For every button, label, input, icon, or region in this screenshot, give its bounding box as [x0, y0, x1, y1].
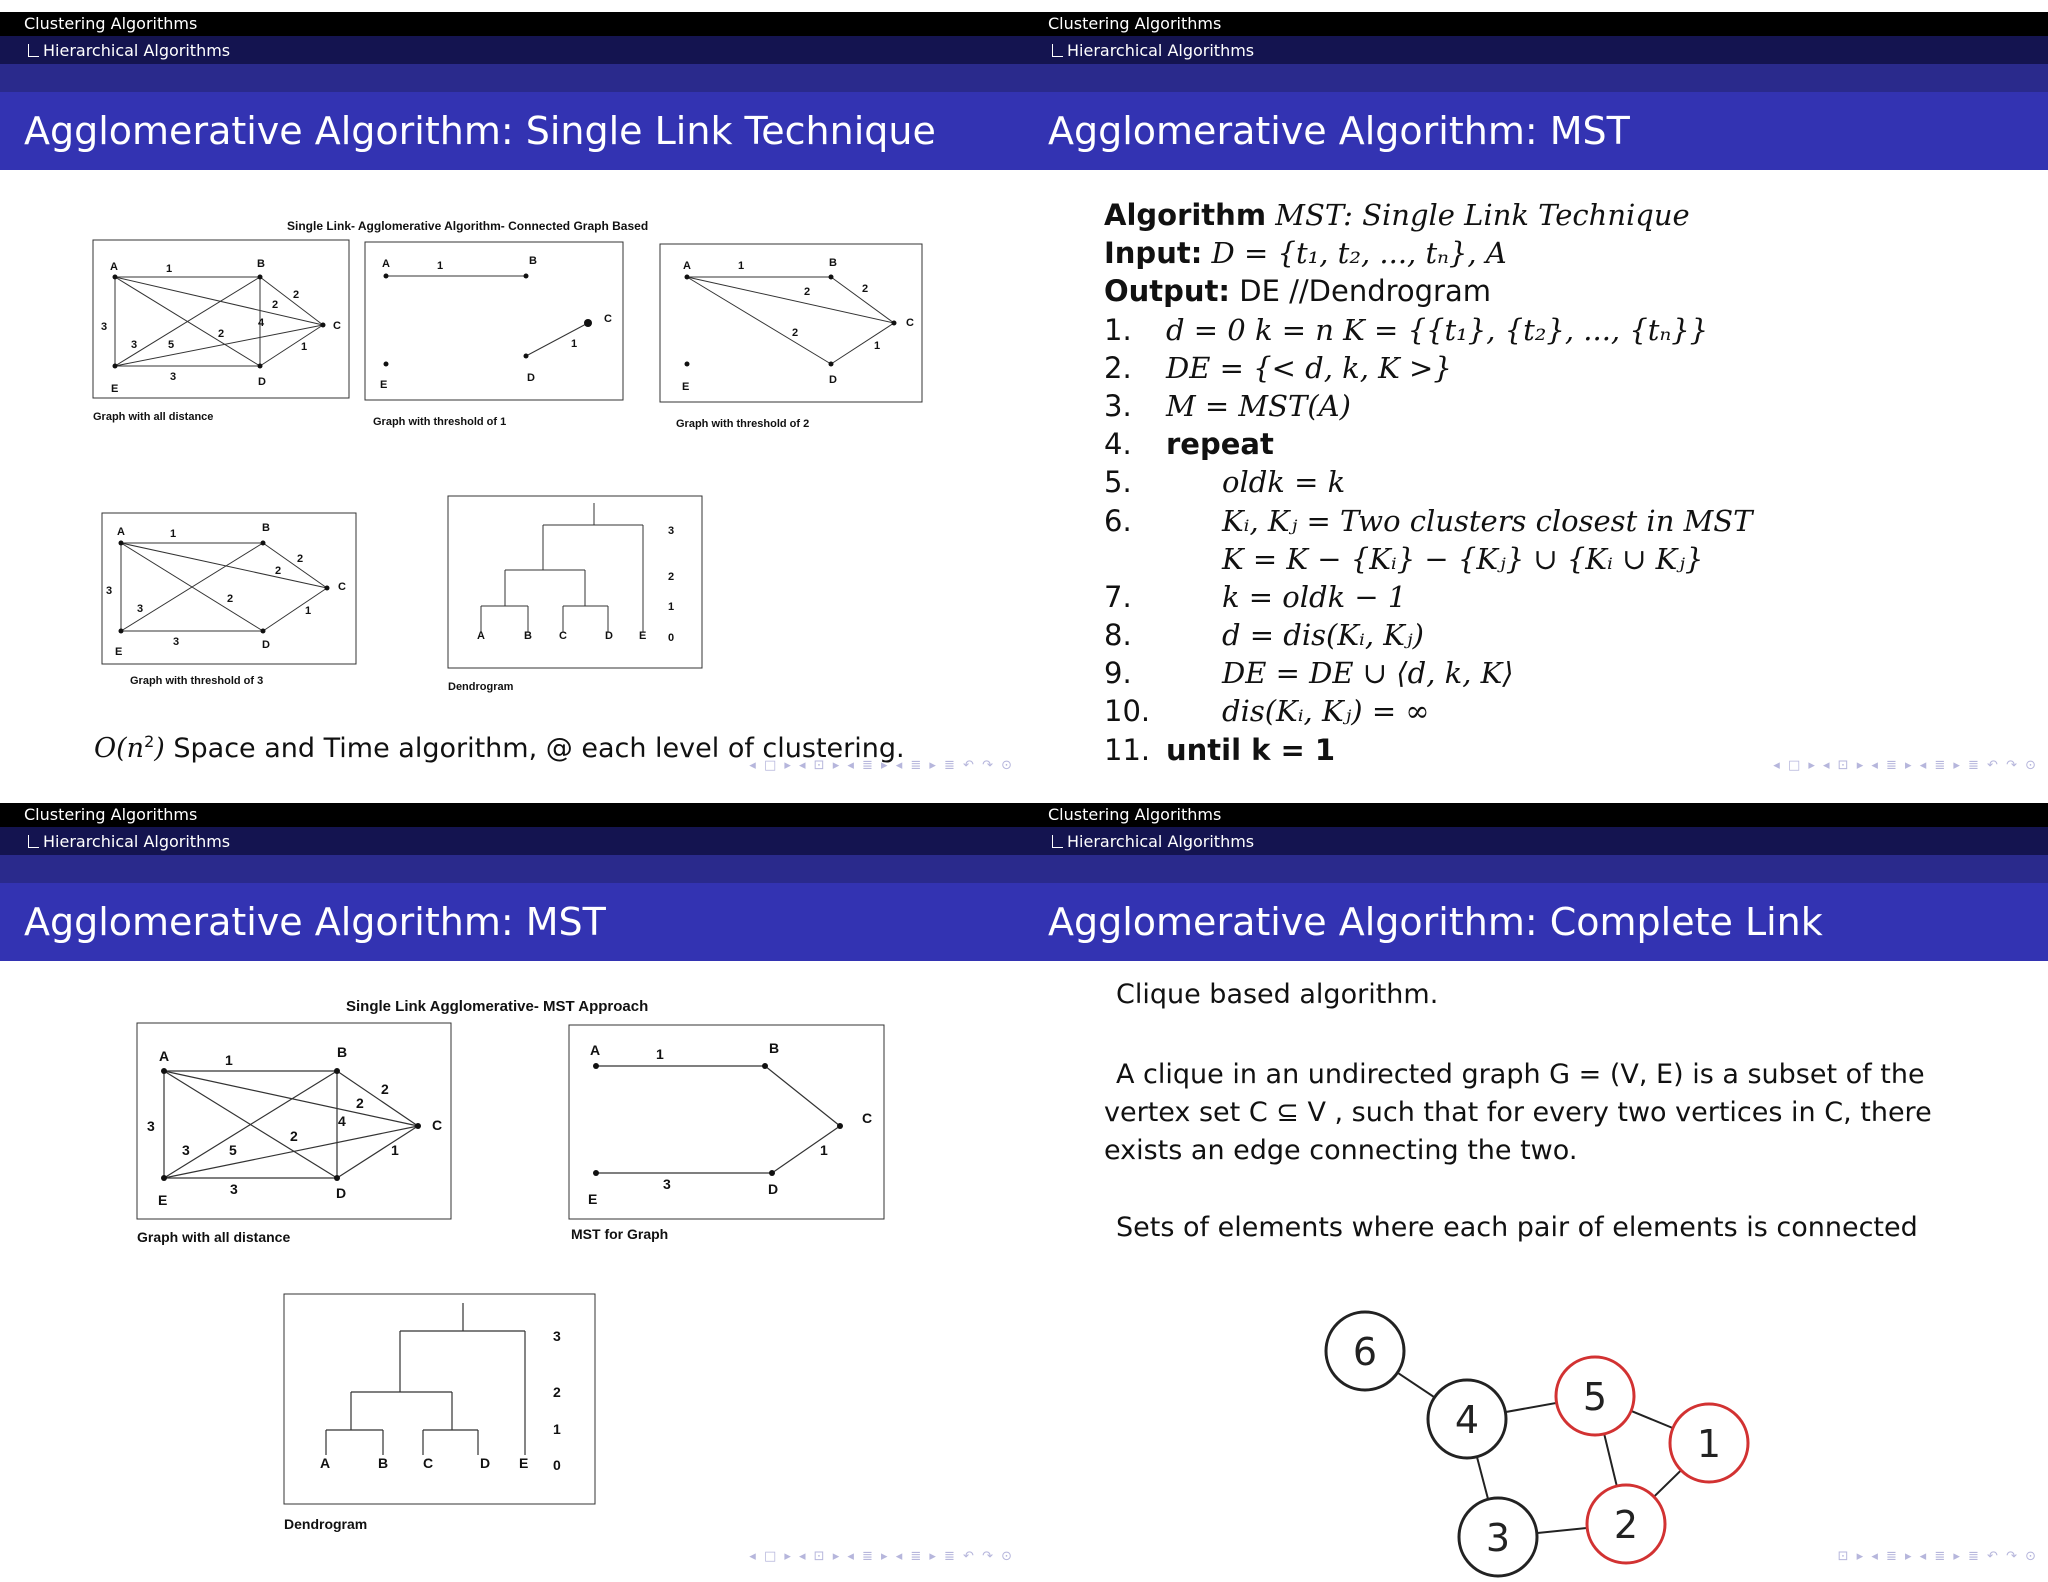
node-label-a: A	[159, 1048, 170, 1064]
step-number: 5.	[1104, 465, 1132, 500]
caption-all-distance: Graph with all distance	[93, 411, 214, 423]
weight-cd: 1	[391, 1142, 399, 1158]
level-0: 0	[553, 1457, 561, 1473]
node-label-c: C	[432, 1117, 443, 1133]
weight-de: 3	[663, 1176, 671, 1192]
step-6	[1104, 502, 1753, 540]
node-label-1: 1	[1696, 1422, 1722, 1466]
caption-threshold-1: Graph with threshold of 1	[373, 416, 507, 428]
weight-ac: 2	[275, 565, 282, 577]
leaf-b: B	[378, 1455, 389, 1471]
single-link-figure	[0, 0, 1024, 791]
step-number: 4.	[1104, 427, 1132, 462]
complexity-math-end: )	[154, 733, 165, 764]
node-label-a: A	[117, 526, 125, 538]
leaf-e: E	[639, 630, 647, 642]
algorithm-header	[1104, 196, 1690, 234]
node-label-2: 2	[1613, 1503, 1639, 1547]
clique-graph	[1024, 791, 2048, 1582]
weight-ec: 3	[182, 1142, 190, 1158]
slide-mst-algorithm	[1024, 0, 2048, 791]
output-label: Output:	[1104, 274, 1231, 309]
algorithm-keyword: Algorithm	[1104, 198, 1267, 232]
node-label-d: D	[336, 1185, 347, 1201]
step-11	[1104, 731, 1690, 769]
node-label-e: E	[115, 646, 123, 658]
slide-mst-approach	[0, 791, 1024, 1582]
step-text: DE = {< d, k, K >}	[1166, 350, 1452, 385]
node-label-e: E	[380, 379, 388, 391]
slide-title: Agglomerative Algorithm: MST	[1048, 109, 1630, 153]
weight-ab: 1	[656, 1046, 664, 1062]
step-number: 11.	[1104, 732, 1151, 767]
dendrogram	[284, 1294, 595, 1532]
slide-single-link	[0, 0, 1024, 791]
section-label: Clustering Algorithms	[24, 805, 198, 824]
leaf-e: E	[519, 1455, 529, 1471]
section-label: Clustering Algorithms	[1048, 14, 1222, 33]
node-label-4: 4	[1454, 1398, 1480, 1442]
node-label-a: A	[683, 260, 691, 272]
weight-cd: 1	[301, 341, 308, 353]
node-label-c: C	[333, 320, 341, 332]
node-label-c: C	[906, 317, 914, 329]
algorithm-name: MST: Single Link Technique	[1275, 198, 1690, 232]
step-4	[1104, 425, 1690, 463]
weight-ae: 3	[101, 321, 108, 333]
node-label-d: D	[262, 639, 270, 651]
step-number: 6.	[1104, 503, 1132, 538]
subsection-text: Hierarchical Algorithms	[43, 832, 231, 851]
algorithm-input	[1104, 234, 1690, 272]
weight-cd: 1	[820, 1142, 828, 1158]
figure-title: Single Link- Agglomerative Algorithm- Connected Graph Based	[287, 219, 649, 233]
weight-bd2: 2	[218, 328, 225, 340]
node-label-d: D	[527, 372, 535, 384]
step-text: until k = 1	[1166, 732, 1336, 767]
weight-ab: 1	[170, 528, 177, 540]
node-label-b: B	[337, 1044, 348, 1060]
step-10	[1104, 692, 1690, 730]
node-label-c: C	[604, 313, 612, 325]
node-label-e: E	[158, 1192, 168, 1208]
complexity-math: O(n	[94, 733, 145, 764]
weight-bc: 2	[862, 283, 869, 295]
node-label-a: A	[382, 258, 390, 270]
graph-all-distance	[93, 240, 349, 423]
node-label-a: A	[110, 261, 118, 273]
step-text: oldk = k	[1222, 465, 1346, 500]
output-value: DE //Dendrogram	[1239, 274, 1492, 309]
leaf-b: B	[524, 630, 532, 642]
node-label-d: D	[829, 374, 837, 386]
caption-threshold-3: Graph with threshold of 3	[130, 675, 264, 687]
node-label-6: 6	[1352, 1330, 1378, 1374]
weight-ec: 3	[131, 339, 138, 351]
step-number: 3.	[1104, 388, 1132, 423]
step-3	[1104, 387, 1690, 425]
step-5	[1104, 463, 1690, 501]
beamer-nav-controls[interactable]: ◂ □ ▸ ◂ ⊡ ▸ ◂ ≣ ▸ ◂ ≣ ▸ ≣ ↶ ↷ ⊙	[1773, 758, 2038, 773]
node-label-b: B	[262, 522, 270, 534]
mst-figure	[0, 791, 1024, 1582]
weight-ab: 1	[166, 263, 173, 275]
figure-title: Single Link Agglomerative- MST Approach	[346, 998, 649, 1015]
step-number: 10.	[1104, 694, 1151, 729]
step-text: Kᵢ, Kⱼ = Two clusters closest in MST	[1222, 503, 1753, 538]
section-label: Clustering Algorithms	[24, 14, 198, 33]
step-6-cont	[1104, 540, 1704, 578]
step-text: dis(Kᵢ, Kⱼ) = ∞	[1222, 694, 1430, 729]
nav-band	[1024, 64, 2048, 92]
weight-cd: 1	[874, 340, 881, 352]
algorithm-output	[1104, 272, 1690, 310]
caption-all-distance: Graph with all distance	[137, 1229, 291, 1245]
step-text: K = K − {Kᵢ} − {Kⱼ} ∪ {Kᵢ ∪ Kⱼ}	[1222, 541, 1704, 576]
complexity-exponent: 2	[144, 732, 155, 751]
level-2: 2	[553, 1384, 561, 1400]
weight-ab: 1	[437, 260, 444, 272]
step-8	[1104, 616, 1690, 654]
node-label-b: B	[829, 257, 837, 269]
leaf-a: A	[320, 1455, 331, 1471]
node-label-a: A	[590, 1042, 601, 1058]
leaf-c: C	[423, 1455, 434, 1471]
step-number: 2.	[1104, 350, 1132, 385]
weight-bd: 4	[258, 317, 265, 329]
weight-ac: 2	[272, 299, 279, 311]
level-1: 1	[553, 1421, 561, 1437]
subsection-text: Hierarchical Algorithms	[43, 41, 231, 60]
node-label-b: B	[769, 1040, 780, 1056]
weight-de: 3	[173, 636, 180, 648]
weight-cd: 1	[571, 338, 578, 350]
weight-ad: 2	[290, 1128, 298, 1144]
step-number: 8.	[1104, 618, 1132, 653]
step-2	[1104, 349, 1690, 387]
clique-definition: A clique in an undirected graph G = (V, E) is a subset of the vertex set C ⊆ V , such that for every two vertices in C, there exists an edge connecting the two.	[1104, 1059, 1932, 1166]
weight-ac: 2	[804, 286, 811, 298]
weight-cd: 1	[305, 605, 312, 617]
node-label-3: 3	[1485, 1516, 1511, 1560]
subsection-text: Hierarchical Algorithms	[1067, 41, 1255, 60]
step-1	[1104, 311, 1709, 349]
slide-title: Agglomerative Algorithm: Single Link Technique	[24, 109, 936, 153]
leaf-d: D	[480, 1455, 491, 1471]
step-number: 1.	[1104, 312, 1132, 347]
weight-ad: 5	[168, 339, 175, 351]
leaf-a: A	[477, 630, 485, 642]
weight-ae2: 3	[147, 1118, 155, 1134]
algorithm-block	[1104, 196, 1753, 769]
beamer-nav-controls[interactable]: ⊡ ▸ ◂ ≣ ▸ ◂ ≣ ▸ ≣ ↶ ↷ ⊙	[1837, 1549, 2038, 1564]
step-text: DE = DE ∪ ⟨d, k, K⟩	[1222, 656, 1514, 691]
node-label-b: B	[529, 255, 537, 267]
beamer-nav-controls[interactable]: ◂ □ ▸ ◂ ⊡ ▸ ◂ ≣ ▸ ◂ ≣ ▸ ≣ ↶ ↷ ⊙	[749, 1549, 1014, 1564]
node-label-c: C	[862, 1110, 873, 1126]
step-number: 7.	[1104, 579, 1132, 614]
step-text: d = dis(Kᵢ, Kⱼ)	[1222, 618, 1424, 653]
slide-title: Agglomerative Algorithm: MST	[24, 900, 606, 944]
leaf-c: C	[559, 630, 567, 642]
weight-ae: 3	[106, 585, 113, 597]
subsection-label	[1052, 41, 1254, 60]
slide-complete-link	[1024, 791, 2048, 1582]
graph-all-distance	[137, 1023, 451, 1245]
weight-ab: 1	[225, 1052, 233, 1068]
clique-summary: Sets of elements where each pair of elements is connected	[1116, 1212, 1918, 1243]
weight-ad: 2	[227, 593, 234, 605]
weight-bc: 2	[297, 553, 304, 565]
level-2: 2	[668, 571, 675, 583]
step-text: d = 0 k = n K = {{t₁}, {t₂}, ..., {tₙ}}	[1166, 312, 1709, 347]
node-label-5: 5	[1582, 1375, 1608, 1419]
level-3: 3	[553, 1328, 561, 1344]
weight-ec: 3	[137, 603, 144, 615]
weight-bd: 4	[338, 1113, 346, 1129]
node-label-e: E	[682, 381, 690, 393]
level-1: 1	[668, 601, 675, 613]
node-label-d: D	[768, 1181, 779, 1197]
caption-mst: MST for Graph	[571, 1226, 669, 1242]
weight-de: 3	[170, 371, 177, 383]
weight-bc: 2	[293, 289, 300, 301]
clique-intro: Clique based algorithm.	[1116, 979, 1439, 1010]
weight-de: 3	[230, 1181, 238, 1197]
graph-threshold-2	[660, 244, 922, 430]
step-text: M = MST(A)	[1166, 388, 1351, 423]
weight-ab: 1	[738, 260, 745, 272]
caption-dendrogram: Dendrogram	[448, 681, 514, 693]
step-9	[1104, 654, 1690, 692]
caption-threshold-2: Graph with threshold of 2	[676, 418, 810, 430]
level-0: 0	[668, 632, 675, 644]
section-label: Clustering Algorithms	[1048, 805, 1222, 824]
beamer-nav-controls[interactable]: ◂ □ ▸ ◂ ⊡ ▸ ◂ ≣ ▸ ◂ ≣ ▸ ≣ ↶ ↷ ⊙	[749, 758, 1014, 773]
node-label-e: E	[111, 383, 119, 395]
slide-title: Agglomerative Algorithm: Complete Link	[1048, 900, 1823, 944]
complexity-text: Space and Time algorithm, @ each level of clustering.	[173, 733, 905, 764]
weight-ad: 2	[792, 327, 799, 339]
step-text: repeat	[1166, 427, 1274, 462]
dendrogram-small	[448, 496, 702, 693]
weight-bc: 2	[381, 1081, 389, 1097]
graph-mst	[569, 1025, 884, 1242]
title-bar	[1024, 92, 2048, 170]
weight-ac: 2	[356, 1095, 364, 1111]
node-label-b: B	[257, 258, 265, 270]
subsection-text: Hierarchical Algorithms	[1067, 832, 1255, 851]
node-label-d: D	[258, 376, 266, 388]
node-label-c: C	[338, 581, 346, 593]
input-label: Input:	[1104, 236, 1203, 271]
step-text: k = oldk − 1	[1222, 579, 1407, 614]
node-label-e: E	[588, 1191, 598, 1207]
leaf-d: D	[605, 630, 613, 642]
step-number: 9.	[1104, 656, 1132, 691]
graph-threshold-1	[365, 242, 623, 428]
level-3: 3	[668, 525, 675, 537]
input-value: D = {t₁, t₂, ..., tₙ}, A	[1211, 236, 1507, 271]
step-7	[1104, 578, 1690, 616]
tree-hook-icon	[1052, 44, 1063, 57]
caption-dendrogram: Dendrogram	[284, 1516, 368, 1532]
graph-threshold-3	[102, 513, 356, 687]
weight-ae: 5	[229, 1142, 237, 1158]
